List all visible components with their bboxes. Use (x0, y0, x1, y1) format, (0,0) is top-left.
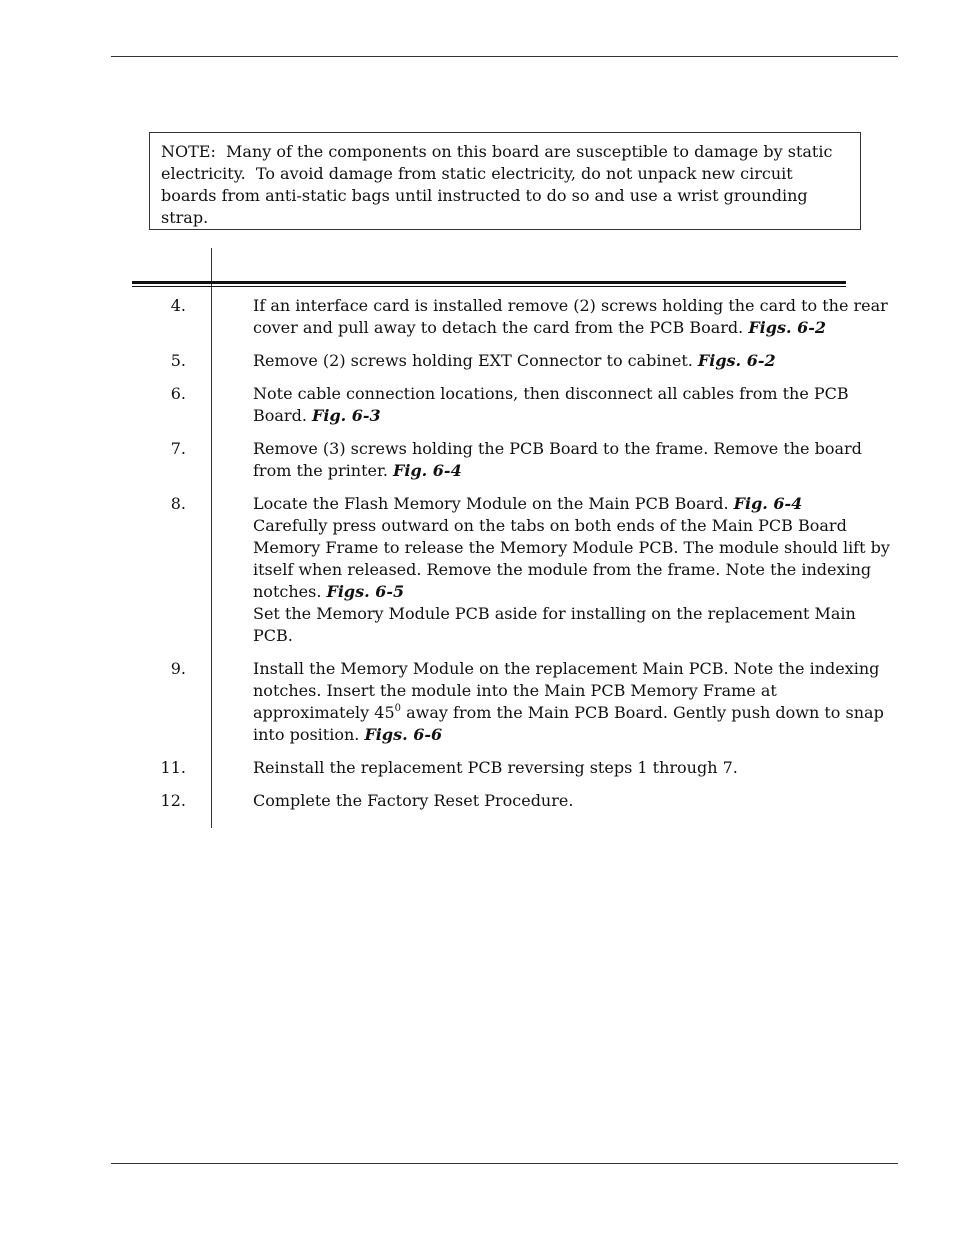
step-number: 7. (170, 439, 186, 458)
step-instruction: Complete the Factory Reset Procedure. (253, 791, 574, 810)
step-paragraph (253, 350, 893, 372)
table-header-rule (132, 281, 846, 284)
figure-reference: Figs. 6-6 (364, 725, 443, 744)
step-instruction: Reinstall the replacement PCB reversing steps 1 through 7. (253, 758, 738, 777)
step-instruction-continued: away from the Main PCB Board. Gently push down to snap into position. (253, 703, 884, 744)
step-instruction: Carefully press outward on the tabs on both ends of the Main PCB Board Memory Frame to release the Memory Module PCB. The module should lift by itself when released. Remove the module from the frame. Note the indexing notches. (253, 516, 890, 601)
figure-reference: Fig. 6-4 (393, 461, 462, 480)
step-text (253, 493, 893, 647)
step-number: 12. (160, 791, 186, 810)
procedure-steps (0, 295, 954, 823)
step-instruction: Install the Memory Module on the replacement Main PCB. Note the indexing notches. Insert the module into the Main PCB Memory Frame at approximately 45 (253, 659, 880, 722)
procedure-step (0, 658, 954, 746)
figure-reference: Figs. 6-2 (748, 318, 826, 337)
step-paragraph (253, 603, 893, 647)
step-text (253, 658, 893, 746)
step-number: 9. (170, 659, 186, 678)
step-instruction: Locate the Flash Memory Module on the Main PCB Board. (253, 494, 734, 513)
step-instruction: If an interface card is installed remove (2) screws holding the card to the rear cover and pull away to detach the card from the PCB Board. (253, 296, 888, 337)
step-paragraph (253, 438, 893, 482)
step-paragraph (253, 790, 893, 812)
step-instruction: Remove (2) screws holding EXT Connector to cabinet. (253, 351, 698, 370)
procedure-step (0, 383, 954, 427)
step-paragraph (253, 295, 893, 339)
figure-reference: Fig. 6-4 (733, 494, 803, 513)
table-header-rule-thin (132, 286, 846, 287)
footer-rule (111, 1163, 898, 1164)
procedure-step (0, 493, 954, 647)
step-number: 4. (170, 296, 186, 315)
step-number: 6. (170, 384, 186, 403)
degree-superscript: 0 (394, 702, 402, 714)
figure-reference: Fig. 6-3 (312, 406, 381, 425)
procedure-step (0, 790, 954, 812)
step-paragraph (253, 515, 893, 603)
step-instruction: Set the Memory Module PCB aside for installing on the replacement Main PCB. (253, 604, 856, 645)
figure-reference: Figs. 6-5 (326, 582, 405, 601)
step-text (253, 757, 893, 779)
step-instruction: Remove (3) screws holding the PCB Board to the frame. Remove the board from the printer. (253, 439, 862, 480)
step-paragraph (253, 383, 893, 427)
step-text (253, 438, 893, 482)
step-number: 5. (170, 351, 186, 370)
step-paragraph (253, 757, 893, 779)
note-text: NOTE: Many of the components on this board are susceptible to damage by static electricity. To avoid damage from static electricity, do not unpack new circuit boards from anti-static bags until instructed to do so and use a wrist grounding strap. (161, 142, 838, 227)
procedure-step (0, 295, 954, 339)
procedure-step (0, 350, 954, 372)
step-text (253, 383, 893, 427)
step-text (253, 295, 893, 339)
procedure-step (0, 438, 954, 482)
step-text (253, 790, 893, 812)
step-number: 8. (170, 494, 186, 513)
step-instruction: Note cable connection locations, then disconnect all cables from the PCB Board. (253, 384, 849, 425)
step-text (253, 350, 893, 372)
step-paragraph (253, 658, 893, 746)
figure-reference: Figs. 6-2 (697, 351, 776, 370)
header-rule (111, 56, 898, 57)
step-number: 11. (160, 758, 186, 777)
step-paragraph (253, 493, 893, 515)
procedure-step (0, 757, 954, 779)
static-warning-note (149, 132, 861, 230)
